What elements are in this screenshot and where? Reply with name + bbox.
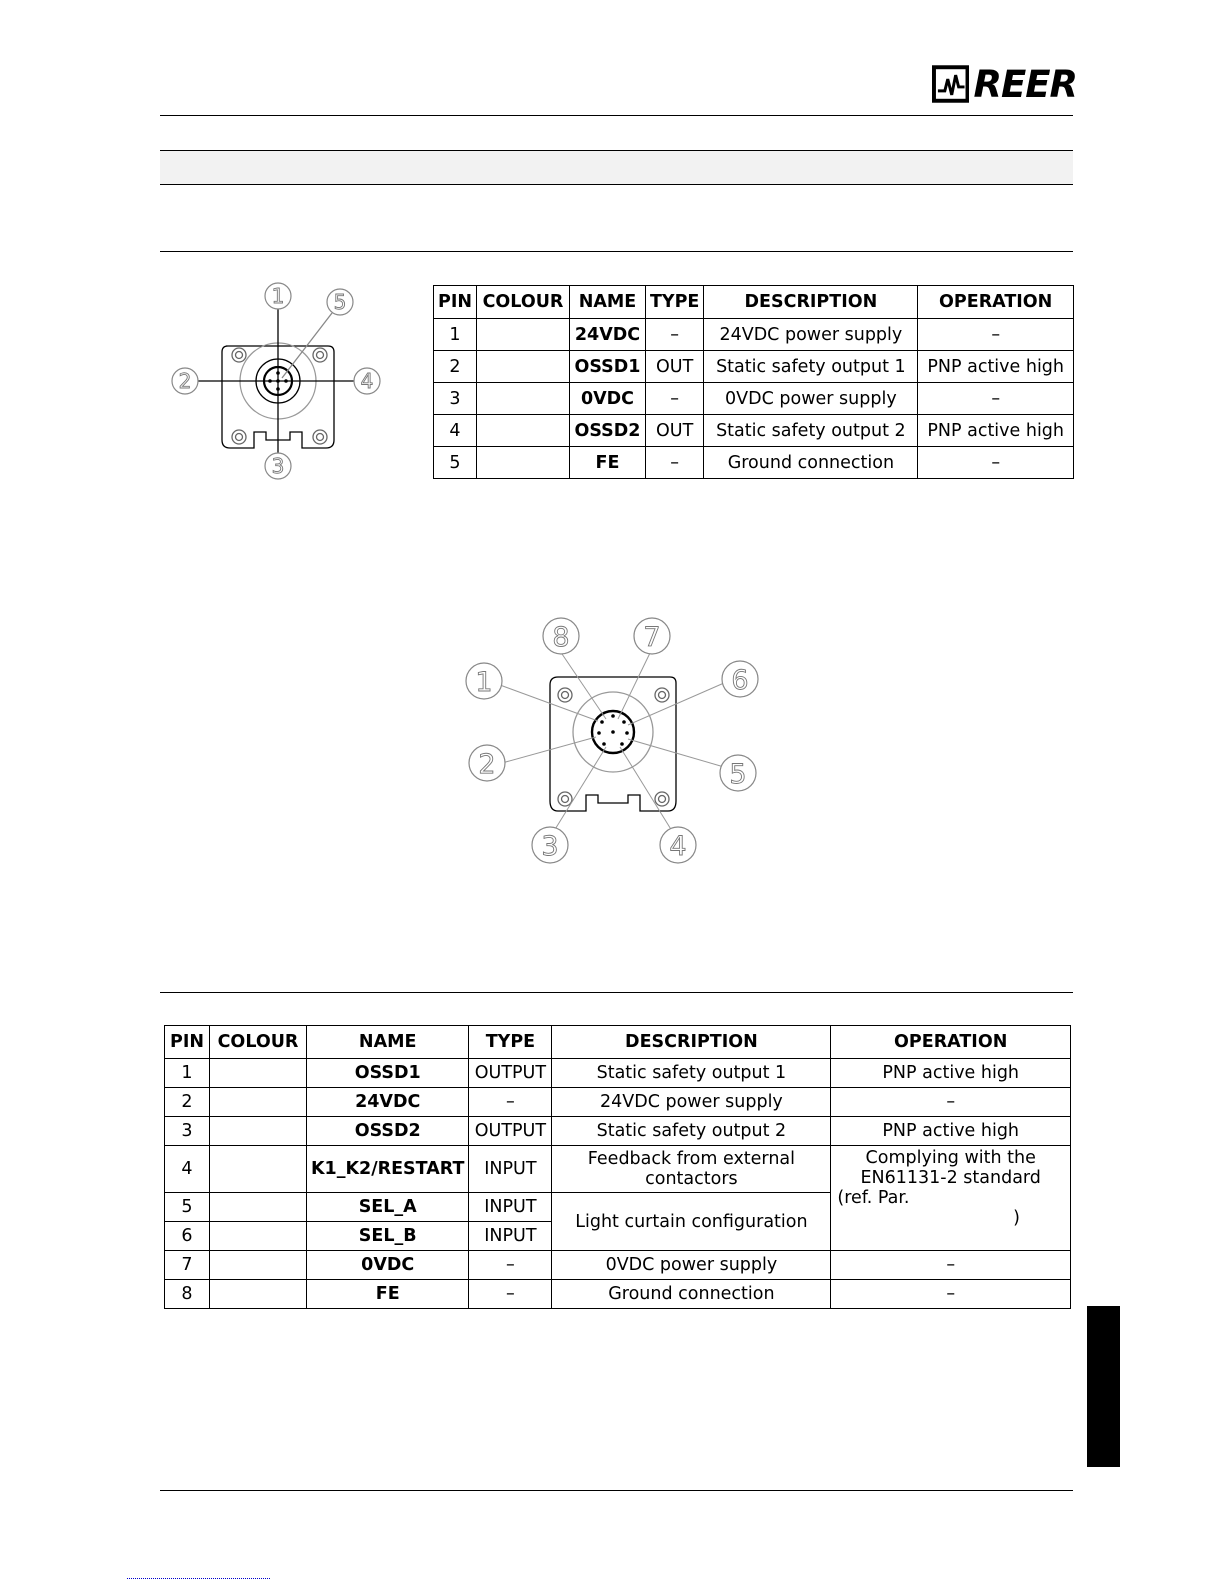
pin-label-4: 4 [669,831,687,862]
pinout-table-8pin [164,1025,1071,1309]
cell-description: Static safety output 2 [704,415,918,447]
pin-label-5: 5 [333,290,347,314]
cell-operation: – [831,1251,1071,1280]
cell-name: 24VDC [307,1088,469,1117]
cell-description: Ground connection [552,1280,831,1309]
cell-type: INPUT [469,1222,552,1251]
pin-label-1: 1 [475,667,493,698]
cell-type: OUTPUT [469,1117,552,1146]
col-header-operation: OPERATION [831,1026,1071,1059]
cell-operation: – [831,1280,1071,1309]
cell-type: – [469,1088,552,1117]
cell-description: Ground connection [704,447,918,479]
cell-type: – [645,383,703,415]
cell-name: K1_K2/RESTART [307,1146,469,1193]
pin-label-3: 3 [541,831,559,862]
cell-type: – [645,319,703,351]
col-header-colour: COLOUR [210,1026,307,1059]
section-rule [160,251,1073,252]
cell-type: – [645,447,703,479]
pin-label-3: 3 [271,454,285,478]
table-row [165,1146,1071,1193]
cell-description: 0VDC power supply [704,383,918,415]
col-header-colour: COLOUR [476,286,569,319]
cell-type: – [469,1280,552,1309]
cell-description: 24VDC power supply [704,319,918,351]
cell-colour [476,319,569,351]
col-header-operation: OPERATION [918,286,1074,319]
operation-note-line4: ) [1013,1208,1020,1228]
cell-colour [210,1222,307,1251]
cell-colour [476,415,569,447]
connector-5pin-diagram [170,280,400,490]
cell-pin: 3 [434,383,477,415]
brand-name: REER [973,62,1077,106]
pin-label-4: 4 [360,369,374,393]
cell-pin: 2 [434,351,477,383]
cell-pin: 4 [165,1146,210,1193]
table-row [165,1059,1071,1088]
col-header-type: TYPE [645,286,703,319]
cell-name: SEL_B [307,1222,469,1251]
cell-type: OUT [645,351,703,383]
table-header-row [434,286,1074,319]
cell-name: OSSD1 [307,1059,469,1088]
table-row [434,415,1074,447]
footer-link-underline[interactable] [127,1578,270,1579]
col-header-pin: PIN [434,286,477,319]
col-header-pin: PIN [165,1026,210,1059]
cell-pin: 7 [165,1251,210,1280]
col-header-type: TYPE [469,1026,552,1059]
cell-operation: PNP active high [831,1059,1071,1088]
cell-colour [210,1117,307,1146]
table-row [434,447,1074,479]
cell-name: FE [307,1280,469,1309]
cell-operation-merged [831,1146,1071,1251]
cell-operation: – [918,447,1074,479]
cell-pin: 4 [434,415,477,447]
pin-label-8: 8 [552,622,570,653]
cell-name: 24VDC [569,319,645,351]
cell-pin: 2 [165,1088,210,1117]
cell-name: OSSD2 [307,1117,469,1146]
cell-colour [476,383,569,415]
cell-pin: 1 [434,319,477,351]
brand-logo [932,63,1077,105]
cell-name: OSSD2 [569,415,645,447]
pin-label-2: 2 [478,749,496,780]
cell-type: – [469,1251,552,1280]
cell-type: OUT [645,415,703,447]
cell-description: 24VDC power supply [552,1088,831,1117]
cell-colour [476,351,569,383]
cell-colour [210,1193,307,1222]
table-header-row [165,1026,1071,1059]
cell-colour [476,447,569,479]
cell-pin: 8 [165,1280,210,1309]
cell-pin: 1 [165,1059,210,1088]
col-header-description: DESCRIPTION [704,286,918,319]
cell-operation: – [918,319,1074,351]
cell-pin: 5 [165,1193,210,1222]
cell-type: INPUT [469,1193,552,1222]
cell-type: OUTPUT [469,1059,552,1088]
cell-operation: – [831,1088,1071,1117]
cell-description: Feedback from external contactors [552,1146,831,1193]
cell-operation: PNP active high [831,1117,1071,1146]
cell-name: SEL_A [307,1193,469,1222]
cell-pin: 5 [434,447,477,479]
cell-description: Static safety output 1 [552,1059,831,1088]
pin-label-1: 1 [271,284,285,308]
pin-label-7: 7 [643,622,661,653]
cell-name: OSSD1 [569,351,645,383]
cell-name: 0VDC [307,1251,469,1280]
connector-8pin-diagram [462,615,772,875]
operation-note-line1: Complying with the [865,1148,1036,1168]
chapter-side-tab [1087,1306,1120,1467]
cell-description: 0VDC power supply [552,1251,831,1280]
table-row [165,1088,1071,1117]
section-rule-2 [160,992,1073,993]
table-row [434,351,1074,383]
cell-type: INPUT [469,1146,552,1193]
header-rule [160,115,1073,116]
pin-label-5: 5 [729,759,747,790]
cell-colour [210,1088,307,1117]
cell-pin: 6 [165,1222,210,1251]
table-row [165,1280,1071,1309]
cell-operation: PNP active high [918,351,1074,383]
table-row [434,383,1074,415]
cell-name: 0VDC [569,383,645,415]
col-header-name: NAME [307,1026,469,1059]
pin-label-6: 6 [731,665,749,696]
table-row [165,1251,1071,1280]
operation-note-line3: (ref. Par. [837,1188,910,1208]
cell-description-merged: Light curtain configuration [552,1193,831,1251]
cell-description: Static safety output 1 [704,351,918,383]
cell-colour [210,1059,307,1088]
col-header-name: NAME [569,286,645,319]
col-header-description: DESCRIPTION [552,1026,831,1059]
reer-logo-icon [932,65,969,103]
section-heading-band [160,150,1073,185]
cell-description: Static safety output 2 [552,1117,831,1146]
footer-rule [160,1490,1073,1491]
cell-operation: – [918,383,1074,415]
cell-colour [210,1146,307,1193]
operation-note-line2: EN61131-2 standard [860,1168,1041,1188]
cell-operation: PNP active high [918,415,1074,447]
cell-pin: 3 [165,1117,210,1146]
cell-name: FE [569,447,645,479]
table-row [165,1117,1071,1146]
table-row [434,319,1074,351]
cell-colour [210,1251,307,1280]
pinout-table-5pin [433,285,1074,479]
cell-colour [210,1280,307,1309]
pin-label-2: 2 [178,369,192,393]
